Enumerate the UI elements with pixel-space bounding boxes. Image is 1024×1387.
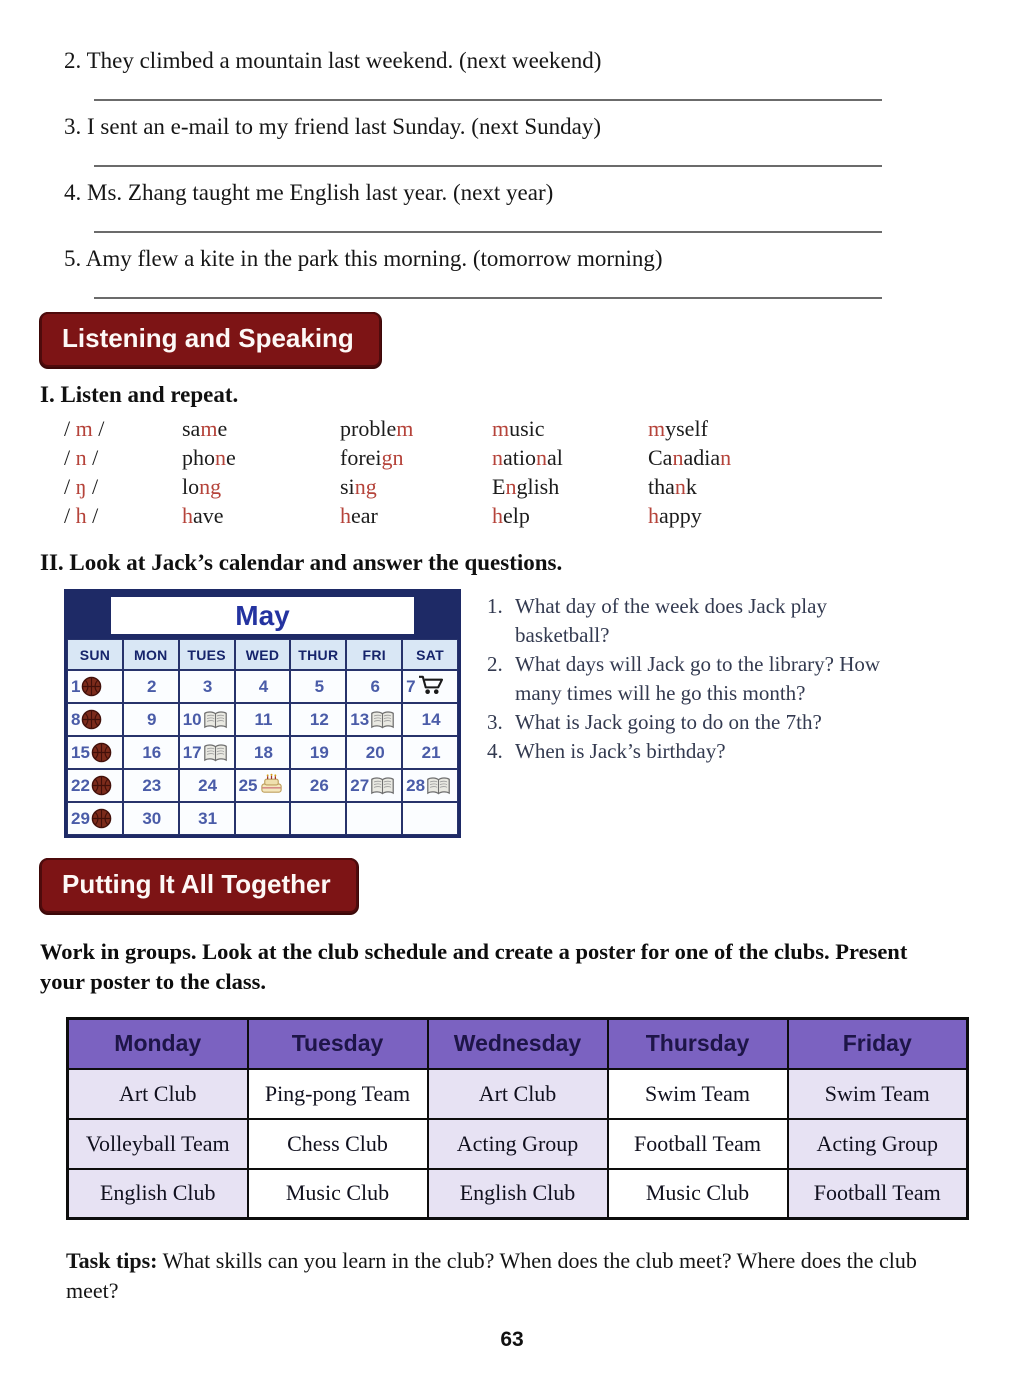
birthday-cake-icon — [258, 772, 285, 796]
calendar-day-cell: 12 — [290, 703, 346, 736]
basketball-icon — [81, 709, 102, 730]
calendar-day-cell: 22 — [67, 769, 123, 802]
phonics-word: music — [492, 416, 545, 441]
calendar-day-cell: 21 — [402, 736, 458, 769]
section-banner-listening: Listening and Speaking — [40, 312, 381, 367]
schedule-cell: Chess Club — [248, 1119, 428, 1169]
basketball-icon — [91, 808, 112, 829]
calendar-day-cell — [346, 802, 402, 835]
calendar-day-cell: 8 — [67, 703, 123, 736]
calendar-day-cell: 28 — [402, 769, 458, 802]
calendar-day-cell: 2 — [123, 670, 179, 703]
item-text: They climbed a mountain last weekend. (next weekend) — [86, 48, 602, 73]
club-schedule-table — [66, 1017, 969, 1220]
day-header: SUN — [67, 639, 123, 670]
book-icon — [203, 743, 228, 763]
answer-blank-line — [94, 99, 882, 101]
schedule-cell: Art Club — [428, 1069, 608, 1119]
phonics-word: thank — [648, 474, 697, 499]
calendar-day-cell: 26 — [290, 769, 346, 802]
calendar-day-cell: 10 — [179, 703, 235, 736]
calendar-questions — [487, 589, 957, 838]
phonics-word: Canadian — [648, 445, 732, 470]
item-text: Amy flew a kite in the park this morning. (tomorrow morning) — [85, 246, 663, 271]
task-tips-text: What skills can you learn in the club? When does the club meet? Where does the club meet? — [66, 1248, 917, 1303]
task-tips — [66, 1246, 944, 1306]
calendar-day-cell: 27 — [346, 769, 402, 802]
book-icon — [203, 710, 228, 730]
item-number: 3. — [64, 114, 82, 139]
phonics-word: sing — [340, 474, 377, 499]
exercise-item — [64, 180, 934, 233]
calendar-day-cell: 9 — [123, 703, 179, 736]
phonics-word: long — [182, 474, 222, 499]
calendar-day-cell: 7 — [402, 670, 458, 703]
exercise-item — [64, 246, 934, 299]
day-header: FRI — [346, 639, 402, 670]
calendar-day-cell: 6 — [346, 670, 402, 703]
calendar-day-cell: 31 — [179, 802, 235, 835]
calendar-day-cell: 20 — [346, 736, 402, 769]
group-work-instruction: Work in groups. Look at the club schedule and create a poster for one of the clubs. Present your poster to the class. — [40, 939, 908, 994]
calendar-day-cell: 30 — [123, 802, 179, 835]
calendar-day-cell — [402, 802, 458, 835]
schedule-cell: Football Team — [788, 1169, 968, 1219]
schedule-cell: Acting Group — [428, 1119, 608, 1169]
calendar-day-cell: 5 — [290, 670, 346, 703]
phoneme-symbol: / m / — [64, 416, 105, 441]
item-number: 4. — [64, 180, 82, 205]
calendar-day-cell: 16 — [123, 736, 179, 769]
calendar-grid — [67, 639, 458, 835]
schedule-cell: English Club — [68, 1169, 248, 1219]
schedule-day-header: Tuesday — [248, 1019, 428, 1069]
day-header: SAT — [402, 639, 458, 670]
schedule-cell: Art Club — [68, 1069, 248, 1119]
question-item: 3. What is Jack going to do on the 7th? — [487, 710, 822, 734]
schedule-cell: English Club — [428, 1169, 608, 1219]
phonics-word: hear — [340, 503, 378, 528]
calendar-day-cell: 25 — [235, 769, 291, 802]
question-item: 1. What day of the week does Jack play basketball? — [487, 594, 827, 647]
phonics-word: same — [182, 416, 228, 441]
rewrite-exercise — [64, 48, 934, 299]
section-banner-putting: Putting It All Together — [40, 858, 358, 913]
schedule-cell: Ping-pong Team — [248, 1069, 428, 1119]
answer-blank-line — [94, 297, 882, 299]
schedule-cell: Music Club — [608, 1169, 788, 1219]
schedule-cell: Swim Team — [788, 1069, 968, 1119]
part-title-calendar: II. Look at Jack’s calendar and answer the questions. — [40, 550, 563, 575]
book-icon — [370, 710, 395, 730]
schedule-cell: Acting Group — [788, 1119, 968, 1169]
schedule-cell: Swim Team — [608, 1069, 788, 1119]
calendar-day-cell: 24 — [179, 769, 235, 802]
calendar-header-band — [67, 592, 458, 639]
phonics-word: English — [492, 474, 560, 499]
phoneme-symbol: / n / — [64, 445, 99, 470]
basketball-icon — [81, 676, 102, 697]
phonics-word: have — [182, 503, 224, 528]
schedule-header-row — [68, 1019, 968, 1069]
jacks-may-calendar — [64, 589, 461, 838]
schedule-cell: Music Club — [248, 1169, 428, 1219]
exercise-sentence — [64, 180, 934, 206]
basketball-icon — [91, 742, 112, 763]
schedule-day-header: Thursday — [608, 1019, 788, 1069]
calendar-day-cell: 19 — [290, 736, 346, 769]
item-text: Ms. Zhang taught me English last year. (next year) — [87, 180, 554, 205]
calendar-day-cell: 3 — [179, 670, 235, 703]
calendar-day-cell — [235, 802, 291, 835]
schedule-cell: Football Team — [608, 1119, 788, 1169]
basketball-icon — [91, 775, 112, 796]
phonics-word: myself — [648, 416, 708, 441]
book-icon — [370, 776, 395, 796]
exercise-item — [64, 114, 934, 167]
exercise-sentence — [64, 246, 934, 272]
schedule-day-header: Wednesday — [428, 1019, 608, 1069]
item-text: I sent an e-mail to my friend last Sunday. (next Sunday) — [87, 114, 601, 139]
phoneme-symbol: / h / — [64, 503, 99, 528]
question-item: 4. When is Jack’s birthday? — [487, 739, 726, 763]
calendar-day-cell: 17 — [179, 736, 235, 769]
schedule-row — [68, 1119, 968, 1169]
putting-it-all-together-section — [0, 858, 1024, 1306]
calendar-day-cell: 29 — [67, 802, 123, 835]
phonics-table — [64, 414, 1024, 530]
calendar-day-cell: 18 — [235, 736, 291, 769]
phonics-word: help — [492, 503, 530, 528]
task-tips-label: Task tips: — [66, 1248, 158, 1273]
schedule-row — [68, 1169, 968, 1219]
exercise-sentence — [64, 114, 934, 140]
listening-speaking-section — [0, 312, 1024, 838]
page-number: 63 — [500, 1328, 524, 1351]
item-number: 5. — [64, 246, 82, 271]
calendar-day-cell: 1 — [67, 670, 123, 703]
question-item: 2. What days will Jack go to the library? How many times will he go this month? — [487, 652, 881, 705]
book-icon — [426, 776, 451, 796]
calendar-day-cell: 4 — [235, 670, 291, 703]
calendar-day-cell: 11 — [235, 703, 291, 736]
schedule-row — [68, 1069, 968, 1119]
calendar-day-cell: 15 — [67, 736, 123, 769]
calendar-day-cell: 23 — [123, 769, 179, 802]
calendar-day-cell: 13 — [346, 703, 402, 736]
day-header: THUR — [290, 639, 346, 670]
phonics-word: phone — [182, 445, 236, 470]
exercise-sentence — [64, 48, 934, 74]
calendar-day-cell — [290, 802, 346, 835]
day-header: WED — [235, 639, 291, 670]
calendar-month-label: May — [111, 597, 414, 634]
phonics-word: happy — [648, 503, 702, 528]
calendar-day-cell: 14 — [402, 703, 458, 736]
phoneme-symbol: / ŋ / — [64, 474, 99, 499]
phonics-word: problem — [340, 416, 414, 441]
phonics-word: national — [492, 445, 563, 470]
answer-blank-line — [94, 231, 882, 233]
item-number: 2. — [64, 48, 82, 73]
part-title-listen-repeat: I. Listen and repeat. — [40, 382, 239, 407]
exercise-item — [64, 48, 934, 101]
phonics-word: foreign — [340, 445, 404, 470]
shopping-cart-icon — [417, 673, 444, 696]
schedule-day-header: Friday — [788, 1019, 968, 1069]
schedule-day-header: Monday — [68, 1019, 248, 1069]
day-header: MON — [123, 639, 179, 670]
answer-blank-line — [94, 165, 882, 167]
schedule-cell: Volleyball Team — [68, 1119, 248, 1169]
day-header: TUES — [179, 639, 235, 670]
